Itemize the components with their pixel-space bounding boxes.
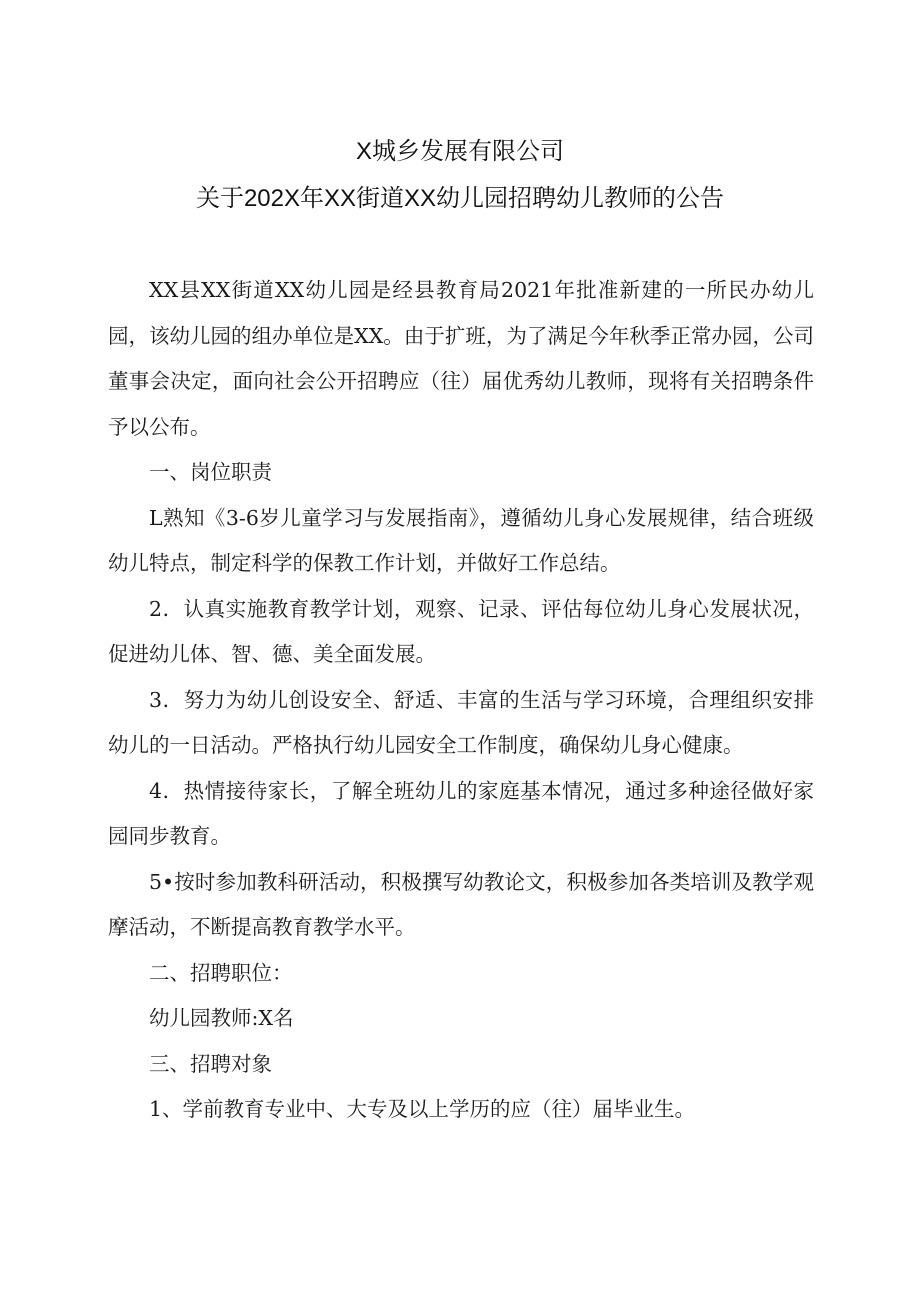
company-title: X城乡发展有限公司 xyxy=(355,138,564,165)
duty-item-1: L熟知《3-6岁儿童学习与发展指南》，遵循幼儿身心发展规律，结合班级幼儿特点，制定科学的保教工作计划，并做好工作总结。 xyxy=(108,505,814,575)
section-heading-targets: 三、招聘对象 xyxy=(149,1051,272,1076)
intro-paragraph: XX县XX街道XX幼儿园是经县教育局2021年批准新建的一所民办幼儿园，该幼儿园的组办单位是XX。由于扩班，为了满足今年秋季正常办园，公司董事会决定，面向社会公开招聘应（往）届优秀幼儿教师，现将有关招聘条件予以公布。 xyxy=(108,278,814,439)
notice-body xyxy=(108,268,814,1133)
target-item-1: 1、学前教育专业中、大专及以上学历的应（往）届毕业生。 xyxy=(149,1097,696,1121)
notice-title: 关于202X年XX街道XX幼儿园招聘幼儿教师的公告 xyxy=(195,185,725,212)
duty-item-2: 2．认真实施教育教学计划，观察、记录、评估每位幼儿身心发展状况，促进幼儿体、智、德、美全面发展。 xyxy=(108,596,814,666)
section-heading-duties: 一、岗位职责 xyxy=(149,460,272,484)
duty-item-3: 3．努力为幼儿创设安全、舒适、丰富的生活与学习环境，合理组织安排幼儿的一日活动。严格执行幼儿园安全工作制度，确保幼儿身心健康。 xyxy=(108,687,814,757)
position-item: 幼儿园教师:X名 xyxy=(149,1006,294,1030)
duty-item-5: 5•按时参加教科研活动，积极撰写幼教论文，积极参加各类培训及教学观摩活动，不断提高教育教学水平。 xyxy=(108,869,814,939)
duty-item-4: 4．热情接待家长，了解全班幼儿的家庭基本情况，通过多种途径做好家园同步教育。 xyxy=(108,778,814,848)
section-heading-positions: 二、招聘职位： xyxy=(149,960,293,985)
